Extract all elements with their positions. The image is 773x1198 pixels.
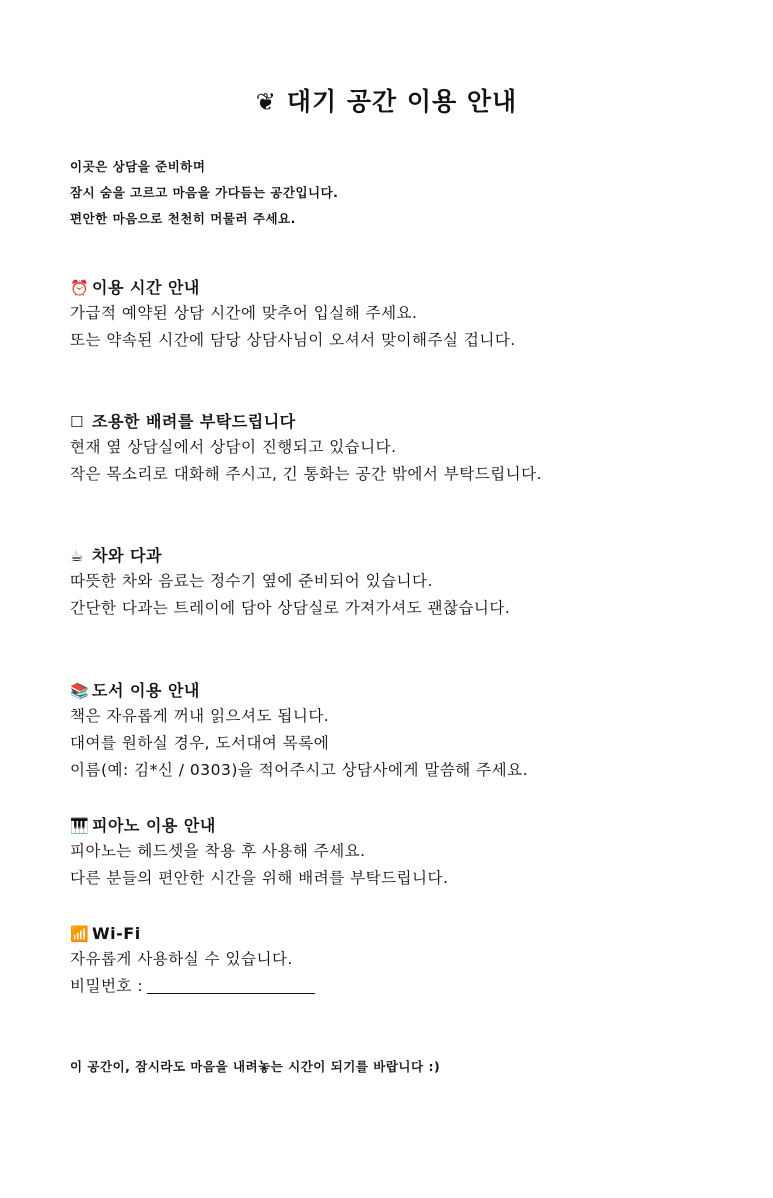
section-heading <box>70 922 315 946</box>
section-quiet <box>70 410 542 488</box>
section-line: 또는 약속된 시간에 담당 상담사님이 오셔서 맞이해주실 겁니다. <box>70 331 516 349</box>
section-tea <box>70 544 510 622</box>
section-line: 작은 목소리로 대화해 주시고, 긴 통화는 공간 밖에서 부탁드립니다. <box>70 465 543 483</box>
intro-line: 잠시 숨을 고르고 마음을 가다듬는 공간입니다. <box>70 185 339 200</box>
wifi-password-blank <box>147 977 315 994</box>
section-heading <box>70 544 510 568</box>
section-heading <box>70 276 516 300</box>
section-line: 가급적 예약된 상담 시간에 맞추어 입실해 주세요. <box>70 304 418 322</box>
section-line: 다른 분들의 편안한 시간을 위해 배려를 부탁드립니다. <box>70 869 449 887</box>
books-icon: 📚 <box>70 682 90 700</box>
section-line: 피아노는 헤드셋을 착용 후 사용해 주세요. <box>70 842 366 860</box>
section-heading <box>70 410 542 434</box>
alarm-clock-icon: ⏰ <box>70 279 90 297</box>
intro-line: 이곳은 상담을 준비하며 <box>70 159 206 174</box>
herb-icon: ❦ <box>255 88 277 116</box>
section-line: 대여를 원하실 경우, 도서대여 목록에 <box>70 734 330 752</box>
section-line: 따뜻한 차와 음료는 정수기 옆에 준비되어 있습니다. <box>70 572 433 590</box>
checkbox-icon: ☐ <box>70 413 84 431</box>
closing-message: 이 공간이, 잠시라도 마음을 내려놓는 시간이 되기를 바랍니다 :) <box>70 1059 441 1074</box>
section-line: 간단한 다과는 트레이에 담아 상담실로 가져가셔도 괜찮습니다. <box>70 599 511 617</box>
antenna-signal-icon: 📶 <box>70 925 90 943</box>
page-title <box>0 82 773 118</box>
section-heading <box>70 679 528 703</box>
intro-text <box>70 154 338 232</box>
section-heading-text: 차와 다과 <box>92 546 162 565</box>
section-heading-text: 조용한 배려를 부탁드립니다 <box>92 412 296 431</box>
section-time <box>70 276 516 354</box>
intro-line: 편안한 마음으로 천천히 머물러 주세요. <box>70 211 296 226</box>
section-wifi <box>70 922 315 1000</box>
section-heading-text: 도서 이용 안내 <box>92 681 200 700</box>
section-line: 자유롭게 사용하실 수 있습니다. <box>70 950 293 968</box>
page-title-text: 대기 공간 이용 안내 <box>286 87 518 116</box>
section-piano <box>70 814 448 892</box>
section-heading-text: Wi-Fi <box>92 924 141 943</box>
section-line: 현재 옆 상담실에서 상담이 진행되고 있습니다. <box>70 438 397 456</box>
section-heading-text: 이용 시간 안내 <box>92 278 200 297</box>
section-line: 이름(예: 김*신 / 0303)을 적어주시고 상담사에게 말씀해 주세요. <box>70 761 529 779</box>
section-heading <box>70 814 448 838</box>
wifi-password-line <box>70 973 315 1000</box>
hot-beverage-icon: ☕ <box>70 547 84 565</box>
wifi-password-label: 비밀번호 : <box>70 977 144 995</box>
section-books <box>70 679 528 784</box>
section-heading-text: 피아노 이용 안내 <box>92 816 216 835</box>
section-line: 책은 자유롭게 꺼내 읽으셔도 됩니다. <box>70 707 330 725</box>
piano-keys-icon: 🎹 <box>70 817 90 835</box>
